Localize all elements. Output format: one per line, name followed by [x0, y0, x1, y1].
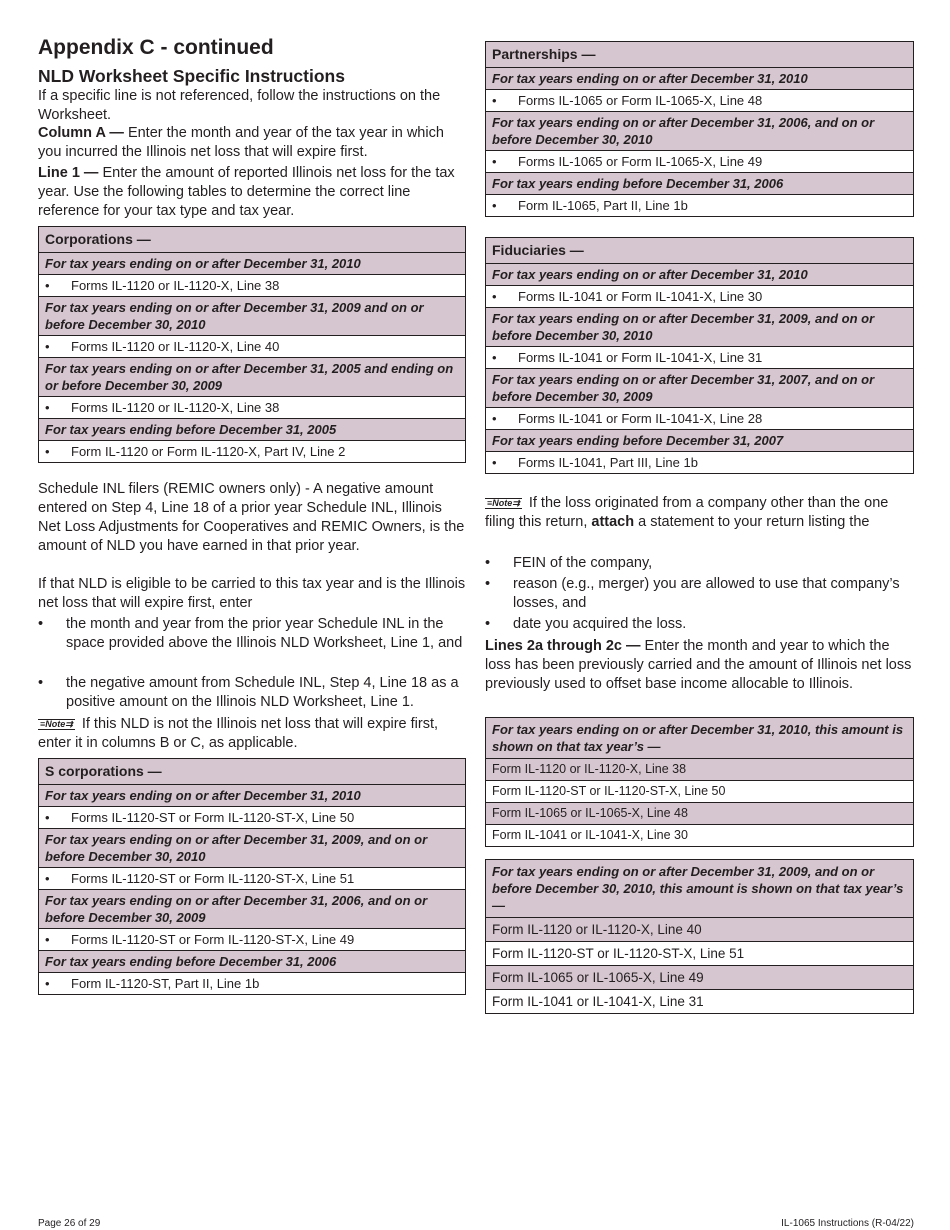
table-item: Form IL-1120-ST or IL-1120-ST-X, Line 51 [486, 942, 914, 966]
intro-paragraph: If a specific line is not referenced, follow the instructions on the Worksheet. [38, 88, 441, 123]
table-subheader: For tax years ending on or after December 31, 2010 [486, 68, 914, 90]
note-icon: ≡Note⇉ [487, 498, 520, 508]
table-subheader: For tax years ending on or after December 31, 2009 and on or before December 30, 2010 [39, 297, 466, 336]
column-a-text: Enter the month and year of the tax year in which you incurred the Illinois net loss that will expire first. [38, 125, 444, 160]
corporations-table [38, 226, 466, 463]
eligible-bullet-1: • the month and year from the prior year Schedule INL in the space provided above the Illinois NLD Worksheet, Line 1, and [38, 616, 463, 651]
table-subheader: For tax years ending before December 31, 2005 [39, 419, 466, 441]
line1-text: Enter the amount of reported Illinois net loss for the tax year. Use the following tables to determine the correct line reference for your tax type and tax year. [38, 165, 455, 219]
table-subheader: For tax years ending before December 31, 2007 [486, 430, 914, 452]
table-item: Form IL-1041 or IL-1041-X, Line 31 [486, 990, 914, 1014]
fiduciaries-title: Fiduciaries — [486, 238, 914, 264]
table-item: Form IL-1065 or IL-1065-X, Line 48 [486, 803, 914, 825]
column-a-paragraph [38, 124, 466, 162]
table-item: • Forms IL-1120-ST or Form IL-1120-ST-X, Line 49 [39, 929, 466, 951]
table-subheader: For tax years ending on or after December 31, 2010 [39, 785, 466, 807]
footer-form-id: IL-1065 Instructions (R-04/22) [781, 1218, 914, 1229]
table-2009 [485, 859, 914, 1014]
table-item: • Forms IL-1065 or Form IL-1065-X, Line 49 [486, 151, 914, 173]
table-subheader: For tax years ending before December 31, 2006 [39, 951, 466, 973]
table-subheader: For tax years ending on or after December 31, 2010, this amount is shown on that tax year’s — [486, 718, 914, 759]
table-item: Form IL-1120 or IL-1120-X, Line 40 [486, 918, 914, 942]
table-item: • Forms IL-1041 or Form IL-1041-X, Line 30 [486, 286, 914, 308]
s-corporations-title: S corporations — [39, 759, 466, 785]
note1-paragraph: ≡Note⇉ If this NLD is not the Illinois net loss that will expire first, enter it in columns B or C, as applicable. [38, 716, 439, 751]
table-subheader: For tax years ending on or after December 31, 2006, and on or before December 30, 2009 [39, 890, 466, 929]
table-item: • Forms IL-1041, Part III, Line 1b [486, 452, 914, 474]
eligible-paragraph: If that NLD is eligible to be carried to this tax year and is the Illinois net loss that will expire first, enter [38, 576, 466, 611]
table-subheader: For tax years ending on or after December 31, 2010 [39, 253, 466, 275]
partnerships-table [485, 41, 914, 217]
note2-bullet-2: • reason (e.g., merger) you are allowed to use that company’s losses, and [485, 576, 900, 611]
page-heading: Appendix C - continued [38, 36, 274, 59]
eligible-bullet-2: • the negative amount from Schedule INL, Step 4, Line 18 as a positive amount on the Illinois NLD Worksheet, Line 1. [38, 675, 459, 710]
table-item: • Forms IL-1120-ST or Form IL-1120-ST-X, Line 51 [39, 868, 466, 890]
line1-paragraph [38, 164, 466, 221]
table-item: • Form IL-1065, Part II, Line 1b [486, 195, 914, 217]
table-subheader: For tax years ending on or after December 31, 2005 and ending on or before December 30, 2009 [39, 358, 466, 397]
lines2-paragraph: Lines 2a through 2c — Enter the month and year to which the loss has been previously carried and the amount of Illinois net loss previously used to offset base income allocable to Illinois. [485, 638, 912, 692]
note-icon: ≡Note⇉ [40, 719, 73, 729]
table-item: • Forms IL-1120-ST or Form IL-1120-ST-X, Line 50 [39, 807, 466, 829]
table-2010 [485, 717, 914, 847]
s-corporations-table [38, 758, 466, 995]
table-item: • Forms IL-1041 or Form IL-1041-X, Line 28 [486, 408, 914, 430]
table-item: Form IL-1120 or IL-1120-X, Line 38 [486, 759, 914, 781]
fiduciaries-table [485, 237, 914, 474]
line1-label: Line 1 — [38, 165, 99, 181]
table-item: • Forms IL-1065 or Form IL-1065-X, Line 48 [486, 90, 914, 112]
table-subheader: For tax years ending on or after December 31, 2006, and on or before December 30, 2010 [486, 112, 914, 151]
table-item: • Forms IL-1120 or IL-1120-X, Line 40 [39, 336, 466, 358]
table-subheader: For tax years ending on or after December 31, 2009, and on or before December 30, 2010 [486, 308, 914, 347]
table-item: • Forms IL-1120 or IL-1120-X, Line 38 [39, 397, 466, 419]
table-item: Form IL-1041 or IL-1041-X, Line 30 [486, 825, 914, 847]
table-subheader: For tax years ending on or after December 31, 2010 [486, 264, 914, 286]
table-item: Form IL-1120-ST or IL-1120-ST-X, Line 50 [486, 781, 914, 803]
section-subheading: NLD Worksheet Specific Instructions [38, 66, 345, 86]
schedule-inl-paragraph: Schedule INL filers (REMIC owners only) - A negative amount entered on Step 4, Line 18 of a prior year Schedule INL, Illinois Net Loss Adjustments for Cooperatives and REMIC Owners, is the amount of NLD you have earned in that prior year. [38, 481, 465, 554]
footer-page-number: Page 26 of 29 [38, 1218, 101, 1229]
note2-bullet-3: • date you acquired the loss. [485, 616, 687, 632]
table-subheader: For tax years ending on or after December 31, 2009, and on or before December 30, 2010 [39, 829, 466, 868]
table-item: • Forms IL-1120 or IL-1120-X, Line 38 [39, 275, 466, 297]
corporations-title: Corporations — [39, 227, 466, 253]
table-subheader: For tax years ending on or after December 31, 2007, and on or before December 30, 2009 [486, 369, 914, 408]
column-a-label: Column A — [38, 125, 124, 141]
table-subheader: For tax years ending before December 31, 2006 [486, 173, 914, 195]
partnerships-title: Partnerships — [486, 42, 914, 68]
table-item: Form IL-1065 or IL-1065-X, Line 49 [486, 966, 914, 990]
table-subheader: For tax years ending on or after December 31, 2009, and on or before December 30, 2010, this amount is shown on that tax year’s — [486, 860, 914, 918]
note2-bullet-1: • FEIN of the company, [485, 555, 653, 571]
table-item: • Form IL-1120-ST, Part II, Line 1b [39, 973, 466, 995]
table-item: • Form IL-1120 or Form IL-1120-X, Part IV, Line 2 [39, 441, 466, 463]
note2-paragraph: ≡Note⇉ If the loss originated from a company other than the one filing this return, attach a statement to your return listing the [485, 495, 889, 530]
table-item: • Forms IL-1041 or Form IL-1041-X, Line 31 [486, 347, 914, 369]
